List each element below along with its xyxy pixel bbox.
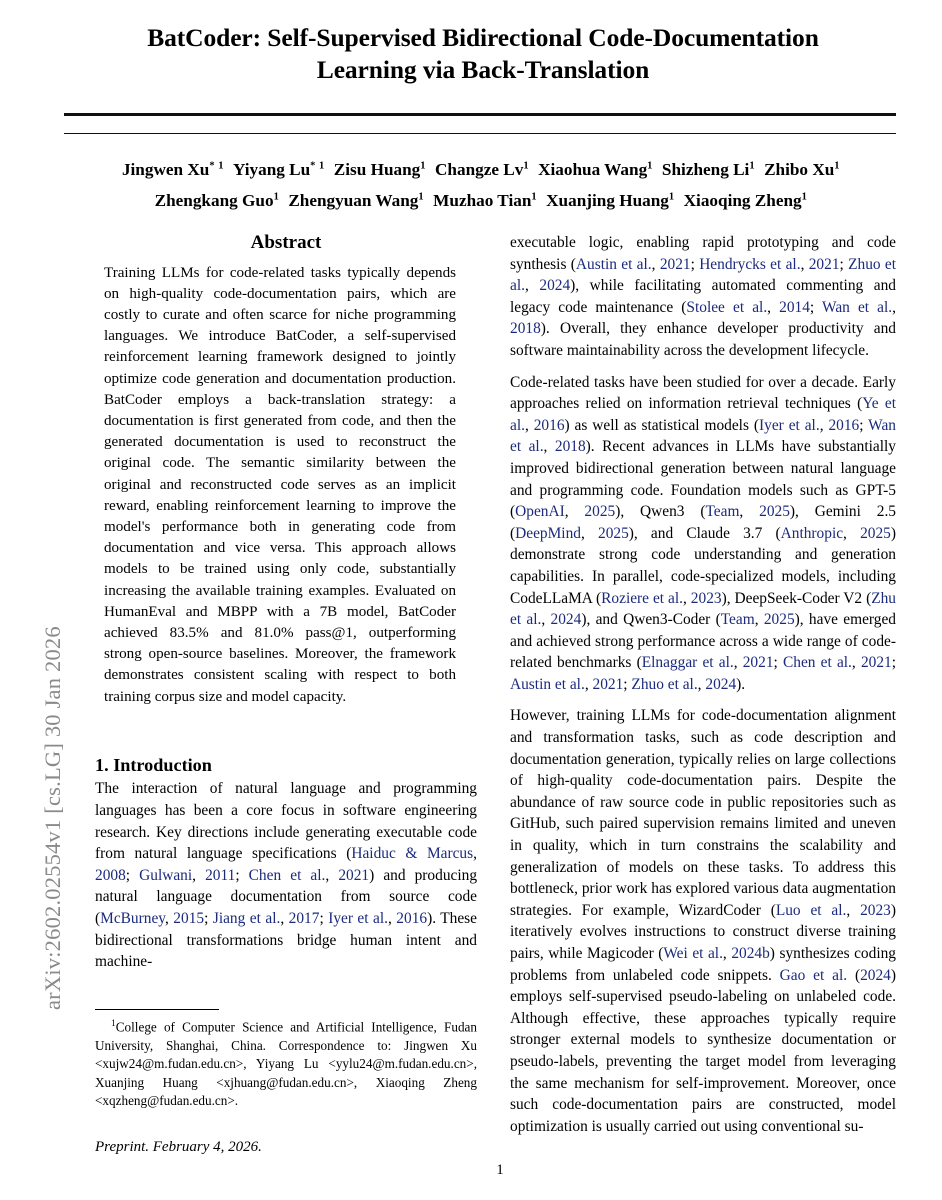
citation-link[interactable]: 2014 — [779, 298, 810, 316]
right-paragraph-1: executable logic, enabling rapid prototyping and code synthesis (Austin et al., 2021; Hendrycks et al., 2021; Zhuo et al., 2024), while facilitating automated commenting and legacy code maintenance (Stolee et al., 2014; Wan et al., 2018). Overall, they enhance developer productivity and software maintainability across the development lifecycle. — [510, 234, 897, 359]
title-line-1: BatCoder: Self-Supervised Bidirectional Code-Documentation — [147, 23, 819, 52]
citation-link[interactable]: DeepMind — [515, 524, 581, 542]
citation-link[interactable]: Stolee et al. — [686, 298, 768, 316]
preprint-line: Preprint. February 4, 2026. — [95, 1139, 262, 1155]
citation-link[interactable]: 2021 — [860, 654, 892, 672]
abstract-heading: Abstract — [250, 232, 322, 253]
citation-link[interactable]: 2018 — [554, 438, 586, 456]
author-row — [72, 152, 890, 184]
footnote — [95, 1015, 477, 1110]
citation-link[interactable]: 2023 — [690, 589, 722, 607]
citation-link[interactable]: Wan et al. — [510, 416, 896, 456]
author-affiliation-mark: 1 — [418, 191, 425, 203]
paper-page — [58, 0, 942, 1200]
right-column — [510, 232, 896, 1147]
title-line-2: Learning via Back-Translation — [316, 55, 650, 84]
citation-link[interactable]: 2016 — [533, 416, 565, 434]
citation-link[interactable]: 2011 — [205, 866, 236, 884]
author-label: Zhibo Xu — [764, 159, 835, 179]
arxiv-stamp-text: arXiv:2602.02554v1 [cs.LG] 30 Jan 2026 — [40, 626, 65, 1010]
citation-link[interactable]: 2008 — [95, 866, 126, 884]
author-label: Yiyang Lu — [232, 159, 311, 179]
citation-link[interactable]: Haiduc & Marcus — [351, 845, 474, 863]
author-label: Shizheng Li — [661, 159, 750, 179]
citation-link[interactable]: Luo et al. — [775, 901, 847, 919]
author-label: Xiaoqing Zheng — [683, 191, 802, 211]
author-row — [72, 184, 890, 216]
citation-link[interactable]: 2018 — [510, 320, 541, 338]
citation-link[interactable]: Ye et al. — [510, 395, 896, 434]
citation-link[interactable]: Team — [720, 611, 755, 629]
author-name — [288, 191, 424, 210]
citation-link[interactable]: 2025 — [584, 503, 616, 521]
author-affiliation-mark: 1 — [668, 191, 675, 203]
citation-link[interactable]: Chen et al. — [782, 654, 852, 672]
right-paragraph-3: However, training LLMs for code-documentation alignment and transformation tasks, such as code description and documentation generation, typically relies on large collections of high-quality code-documentation pairs. Despite the abundance of raw source code in public repositories such as GitHub, such paired supervision remains limited and uneven in quality, which in turn constrains the scalability and generalization of models on these tasks. To address this bottleneck, prior work has explored various data augmentation strategies. For example, WizardCoder (Luo et al., 2023) iteratively evolves instructions to construct diverse training pairs, while Magicoder (Wei et al., 2024b) synthesizes coding problems from unlabeled code snippets. Gao et al. (2024) employs self-supervised pseudo-labeling on unlabeled code. Although effective, these approaches typically require stronger external models to synthesize documentation or pseudo-labels, preventing the target model from leveraging the same mechanism for self-improvement. Moreover, once such code-documentation pairs are constructed, model optimization is usually carried out using conventional su- — [510, 707, 896, 1135]
citation-link[interactable]: 2024 — [860, 966, 891, 984]
author-name — [433, 191, 537, 210]
title-rule-bottom — [64, 133, 896, 134]
citation-link[interactable]: Zhu et al. — [510, 589, 896, 629]
citation-link[interactable]: Zhuo et al. — [631, 675, 698, 693]
citation-link[interactable]: 2021 — [338, 866, 370, 884]
author-affiliation-mark: 1 — [647, 160, 653, 171]
citation-link[interactable]: Jiang et al. — [212, 910, 281, 928]
arxiv-stamp — [0, 0, 65, 1200]
citation-link[interactable]: McBurney — [100, 910, 165, 928]
page-title — [88, 22, 878, 86]
author-affiliation-mark: * 1 — [209, 160, 224, 171]
citation-link[interactable]: Gao et al. — [779, 966, 848, 984]
author-affiliation-mark: 1 — [834, 160, 841, 171]
citation-link[interactable]: 2021 — [808, 255, 840, 273]
citation-link[interactable]: Elnaggar et al. — [641, 654, 734, 672]
citation-link[interactable]: Wei et al. — [663, 945, 723, 962]
intro-paragraph-1: The interaction of natural language and programming languages has been a core focus in software engineering research. Key directions include generating executable code from natural language specifications (Haiduc & Marcus, 2008; Gulwani, 2011; Chen et al., 2021) and producing natural language documentation from source code (McBurney, 2015; Jiang et al., 2017; Iyer et al., 2016). These bidirectional transformations bridge human intent and machine- — [95, 780, 478, 971]
citation-link[interactable]: 2016 — [828, 416, 860, 434]
author-label: Jingwen Xu — [121, 159, 210, 179]
footnote-mark: 1 — [111, 1019, 116, 1029]
citation-link[interactable]: Iyer et al. — [328, 910, 388, 928]
citation-link[interactable]: 2025 — [860, 524, 891, 542]
citation-link[interactable]: OpenAI — [515, 503, 565, 521]
title-rule-top — [64, 113, 896, 116]
citation-link[interactable]: 2025 — [763, 611, 795, 629]
citation-link[interactable]: Team — [705, 503, 740, 521]
author-name — [546, 191, 675, 210]
author-affiliation-mark: 1 — [531, 191, 538, 203]
author-affiliation-mark: 1 — [749, 160, 756, 171]
author-name — [684, 191, 808, 210]
left-column — [95, 232, 477, 973]
author-label: Xuanjing Huang — [546, 191, 669, 211]
citation-link[interactable]: Hendrycks et al. — [699, 255, 801, 273]
author-affiliation-mark: * 1 — [310, 160, 325, 171]
author-list — [72, 152, 890, 215]
citation-link[interactable]: 2021 — [592, 675, 624, 693]
citation-link[interactable]: 2024 — [539, 277, 571, 295]
author-label: Changze Lv — [435, 159, 524, 179]
citation-link[interactable]: Iyer et al. — [759, 416, 820, 434]
author-affiliation-mark: 1 — [801, 191, 808, 203]
author-affiliation-mark: 1 — [523, 160, 530, 171]
footnote-rule — [95, 1009, 219, 1010]
author-name — [334, 160, 426, 179]
citation-link[interactable]: Austin et al. — [575, 255, 652, 273]
citation-link[interactable]: 2025 — [759, 503, 790, 521]
citation-link[interactable]: 2015 — [173, 910, 205, 928]
abstract-body: Training LLMs for code-related tasks typically depends on high-quality code-documentation pairs, which are costly to curate and often scarce for niche programming languages. We introduce BatCoder, a self-supervised reinforcement learning framework designed to jointly optimize code generation and documentation production. BatCoder employs a back-translation strategy: a documentation is first generated from code, and then the generated documentation is used to reconstruct the original code. The semantic similarity between the original and reconstructed code serves as an implicit reward, enabling reinforcement learning to improve the model's performance both in generating code from documentation and vice versa. This approach allows models to be trained using only code, substantially increasing the available training examples. Evaluated on HumanEval and MBPP with a 7B model, BatCoder achieved 83.5% and 81.0% pass@1, outperforming strong open-source baselines. Moreover, the framework demonstrates consistent scaling with respect to both training corpus size and model capacity. — [104, 264, 456, 705]
citation-link[interactable]: Austin et al. — [510, 675, 585, 693]
citation-link[interactable]: 2023 — [860, 901, 891, 919]
citation-link[interactable]: 2021 — [659, 255, 691, 273]
author-name — [155, 191, 280, 210]
citation-link[interactable]: 2021 — [742, 654, 774, 672]
author-name — [233, 160, 325, 179]
author-name — [435, 160, 529, 179]
author-name — [662, 160, 755, 179]
footnote-text: College of Computer Science and Artificial Intelligence, Fudan University, Shanghai, China. Correspondence to: Jingwen Xu <xujw24@m.fudan.edu.cn>, Yiyang Lu <yylu24@m.fudan.edu.cn>, Xuanjing Huang <xjhuang@fudan.edu.cn>, Xiaoqing Zheng <xqzheng@fudan.edu.cn>. — [95, 1019, 477, 1109]
citation-link[interactable]: Chen et al. — [248, 866, 326, 884]
citation-link[interactable]: 2024 — [550, 611, 582, 629]
citation-link[interactable]: Anthropic — [780, 524, 844, 542]
citation-link[interactable]: 2025 — [598, 524, 629, 542]
section-heading-introduction: 1. Introduction — [95, 754, 212, 775]
citation-link[interactable]: 2017 — [288, 910, 320, 928]
author-label: Zisu Huang — [333, 159, 421, 179]
author-label: Zhengyuan Wang — [288, 191, 419, 211]
citation-link[interactable]: Zhuo et al. — [510, 255, 897, 295]
citation-link[interactable]: Wan et al. — [822, 298, 893, 316]
citation-link[interactable]: 2024 — [705, 675, 737, 693]
author-label: Zhengkang Guo — [154, 191, 274, 211]
author-name — [764, 160, 840, 179]
author-name — [538, 160, 653, 179]
page-number: 1 — [496, 1162, 504, 1178]
right-paragraph-2: Code-related tasks have been studied for over a decade. Early approaches relied on information retrieval techniques (Ye et al., 2016) as well as statistical models (Iyer et al., 2016; Wan et al., 2018). Recent advances in LLMs have substantially improved bidirectional generation between natural language and programming code. Foundation models such as GPT-5 (OpenAI, 2025), Qwen3 (Team, 2025), Gemini 2.5 (DeepMind, 2025), and Claude 3.7 (Anthropic, 2025) demonstrate strong code understanding and generation capabilities. In parallel, code-specialized models, including CodeLLaMA (Roziere et al., 2023), DeepSeek-Coder V2 (Zhu et al., 2024), and Qwen3-Coder (Team, 2025), have emerged and achieved strong performance across a wide range of code-related benchmarks (Elnaggar et al., 2021; Chen et al., 2021; Austin et al., 2021; Zhuo et al., 2024). — [510, 373, 896, 693]
citation-link[interactable]: 2024b — [731, 945, 770, 962]
citation-link[interactable]: Roziere et al. — [601, 589, 683, 607]
citation-link[interactable]: Gulwani — [139, 866, 193, 884]
author-affiliation-mark: 1 — [420, 160, 427, 171]
author-label: Muzhao Tian — [433, 191, 532, 211]
citation-link[interactable]: 2016 — [396, 910, 428, 928]
author-affiliation-mark: 1 — [273, 191, 280, 203]
author-name — [122, 160, 224, 179]
author-label: Xiaohua Wang — [538, 159, 648, 179]
